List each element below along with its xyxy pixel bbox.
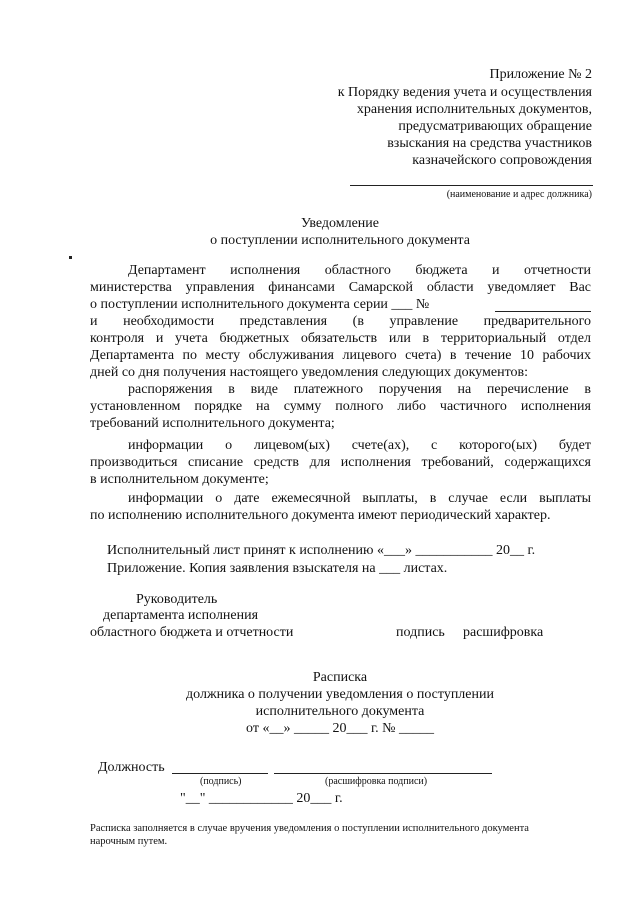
appendix-line: к Порядку ведения учета и осуществления bbox=[337, 85, 592, 100]
appendix-line: предусматривающих обращение bbox=[398, 119, 592, 134]
notice-title: Уведомление bbox=[300, 216, 379, 231]
notice-p1-line: и необходимости представления (в управление предварительного bbox=[90, 314, 591, 329]
notice-p3-line: в исполнительном документе; bbox=[90, 472, 269, 487]
notice-p3-line: информации о лицевом(ых) счете(ах), с которого(ых) будет bbox=[128, 438, 591, 453]
notice-p2-line: требований исполнительного документа; bbox=[90, 416, 335, 431]
appendix-line: казначейского сопровождения bbox=[412, 153, 592, 168]
sign-label: подпись bbox=[396, 625, 445, 640]
notice-p1-line: контроля и учета бюджетных обязательств или в территориальный отдел bbox=[90, 331, 591, 346]
receipt-line: исполнительного документа bbox=[255, 704, 425, 719]
notice-p1-line: министерства управления финансами Самарской области уведомляет Вас bbox=[90, 280, 591, 295]
notice-p1-line: Департамента по месту обслуживания лицевого счета) в течение 10 рабочих bbox=[90, 348, 591, 363]
head-title: департамента исполнения bbox=[103, 608, 259, 623]
receipt-title: Расписка bbox=[312, 670, 368, 685]
footnote-line: нарочным путем. bbox=[90, 836, 168, 847]
appendix-line: хранения исполнительных документов, bbox=[356, 102, 592, 117]
notice-p2-line: установленном порядке на сумму полного либо частичного исполнения bbox=[90, 399, 591, 414]
notice-p4-line: по исполнению исполнительного документа имеют периодический характер. bbox=[90, 508, 551, 523]
receipt-line: от «__» _____ 20___ г. № _____ bbox=[246, 721, 434, 736]
decode-caption: (расшифровка подписи) bbox=[325, 776, 428, 787]
head-title: Руководитель bbox=[136, 592, 218, 607]
sign-line bbox=[172, 773, 268, 774]
debtor-line bbox=[350, 185, 593, 186]
footnote-line: Расписка заполняется в случае вручения уведомления о поступлении исполнительного документа bbox=[90, 823, 529, 834]
notice-p1-line: о поступлении исполнительного документа серии ___ № bbox=[90, 297, 430, 312]
accepted-line: Исполнительный лист принят к исполнению «___» ___________ 20__ г. bbox=[107, 543, 536, 558]
decode-line bbox=[274, 773, 492, 774]
head-title: областного бюджета и отчетности bbox=[90, 625, 294, 640]
notice-p4-line: информации о дате ежемесячной выплаты, в случае если выплаты bbox=[128, 491, 591, 506]
notice-p3-line: производиться списание средств для исполнения требований, содержащихся bbox=[90, 455, 591, 470]
debtor-caption: (наименование и адрес должника) bbox=[446, 189, 592, 200]
receipt-line: должника о получении уведомления о поступлении bbox=[186, 687, 494, 702]
sign-caption: (подпись) bbox=[200, 776, 242, 787]
appendix-title: Приложение № 2 bbox=[489, 67, 592, 82]
number-line bbox=[495, 311, 591, 312]
decode-label: расшифровка bbox=[463, 625, 544, 640]
scan-mark bbox=[69, 256, 72, 259]
receipt-date-line: "__" ____________ 20___ г. bbox=[180, 791, 343, 806]
notice-subtitle: о поступлении исполнительного документа bbox=[210, 233, 470, 248]
position-label: Должность bbox=[98, 760, 165, 775]
notice-p2-line: распоряжения в виде платежного поручения на перечисление в bbox=[128, 382, 591, 397]
attachment-line: Приложение. Копия заявления взыскателя на ___ листах. bbox=[107, 561, 448, 576]
notice-p1-line: Департамент исполнения областного бюджета и отчетности bbox=[128, 263, 591, 278]
notice-p1-line: дней со дня получения настоящего уведомления следующих документов: bbox=[90, 365, 528, 380]
appendix-line: взыскания на средства участников bbox=[387, 136, 592, 151]
